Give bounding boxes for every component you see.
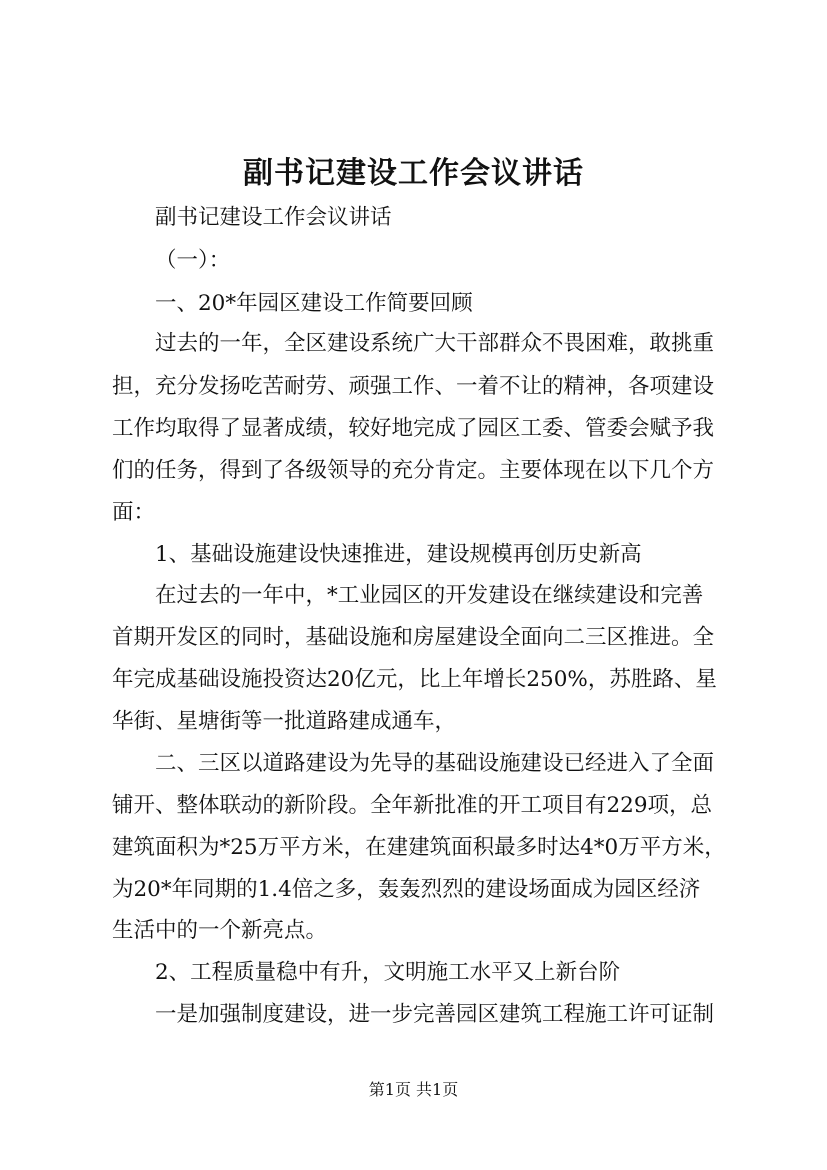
text-line: （一）： — [155, 248, 231, 273]
text-line: 年完成基础设施投资达20亿元，比上年增长250%，苏胜路、星 — [112, 667, 717, 692]
text-line: 过去的一年，全区建设系统广大干部群众不畏困难，敢挑重 — [155, 331, 715, 356]
page-number-footer: 第1页 共1页 — [368, 1080, 459, 1099]
text-line: 为20*年同期的1.4倍之多，轰轰烈烈的建设场面成为园区经济 — [112, 877, 701, 902]
text-line: 华街、星塘街等一批道路建成通车， — [112, 709, 457, 734]
text-line: 在过去的一年中，*工业园区的开发建设在继续建设和完善 — [155, 583, 704, 608]
text-line: 二、三区以道路建设为先导的基础设施建设已经进入了全面 — [155, 751, 715, 776]
text-line: 副书记建设工作会议讲话 — [155, 205, 392, 230]
text-line: 2、工程质量稳中有升，文明施工水平又上新台阶 — [155, 960, 621, 985]
text-line: 生活中的一个新亮点。 — [112, 918, 328, 943]
text-line: 面： — [112, 500, 156, 525]
text-line: 一是加强制度建设，进一步完善园区建筑工程施工许可证制 — [155, 1002, 715, 1027]
text-line: 工作均取得了显著成绩，较好地完成了园区工委、管委会赋予我 — [112, 416, 715, 441]
text-line: 1、基础设施建设快速推进，建设规模再创历史新高 — [155, 542, 642, 567]
text-line: 一、20*年园区建设工作简要回顾 — [155, 291, 473, 316]
document-title: 副书记建设工作会议讲话 — [243, 156, 584, 191]
text-line: 担，充分发扬吃苦耐劳、顽强工作、一着不让的精神，各项建设 — [112, 374, 715, 399]
text-line: 们的任务，得到了各级领导的充分肯定。主要体现在以下几个方 — [112, 458, 715, 483]
text-line: 首期开发区的同时，基础设施和房屋建设全面向二三区推进。全 — [112, 625, 715, 650]
text-line: 铺开、整体联动的新阶段。全年新批准的开工项目有229项，总 — [112, 793, 713, 818]
text-line: 建筑面积为*25万平方米，在建建筑面积最多时达4*0万平方米， — [112, 835, 726, 860]
